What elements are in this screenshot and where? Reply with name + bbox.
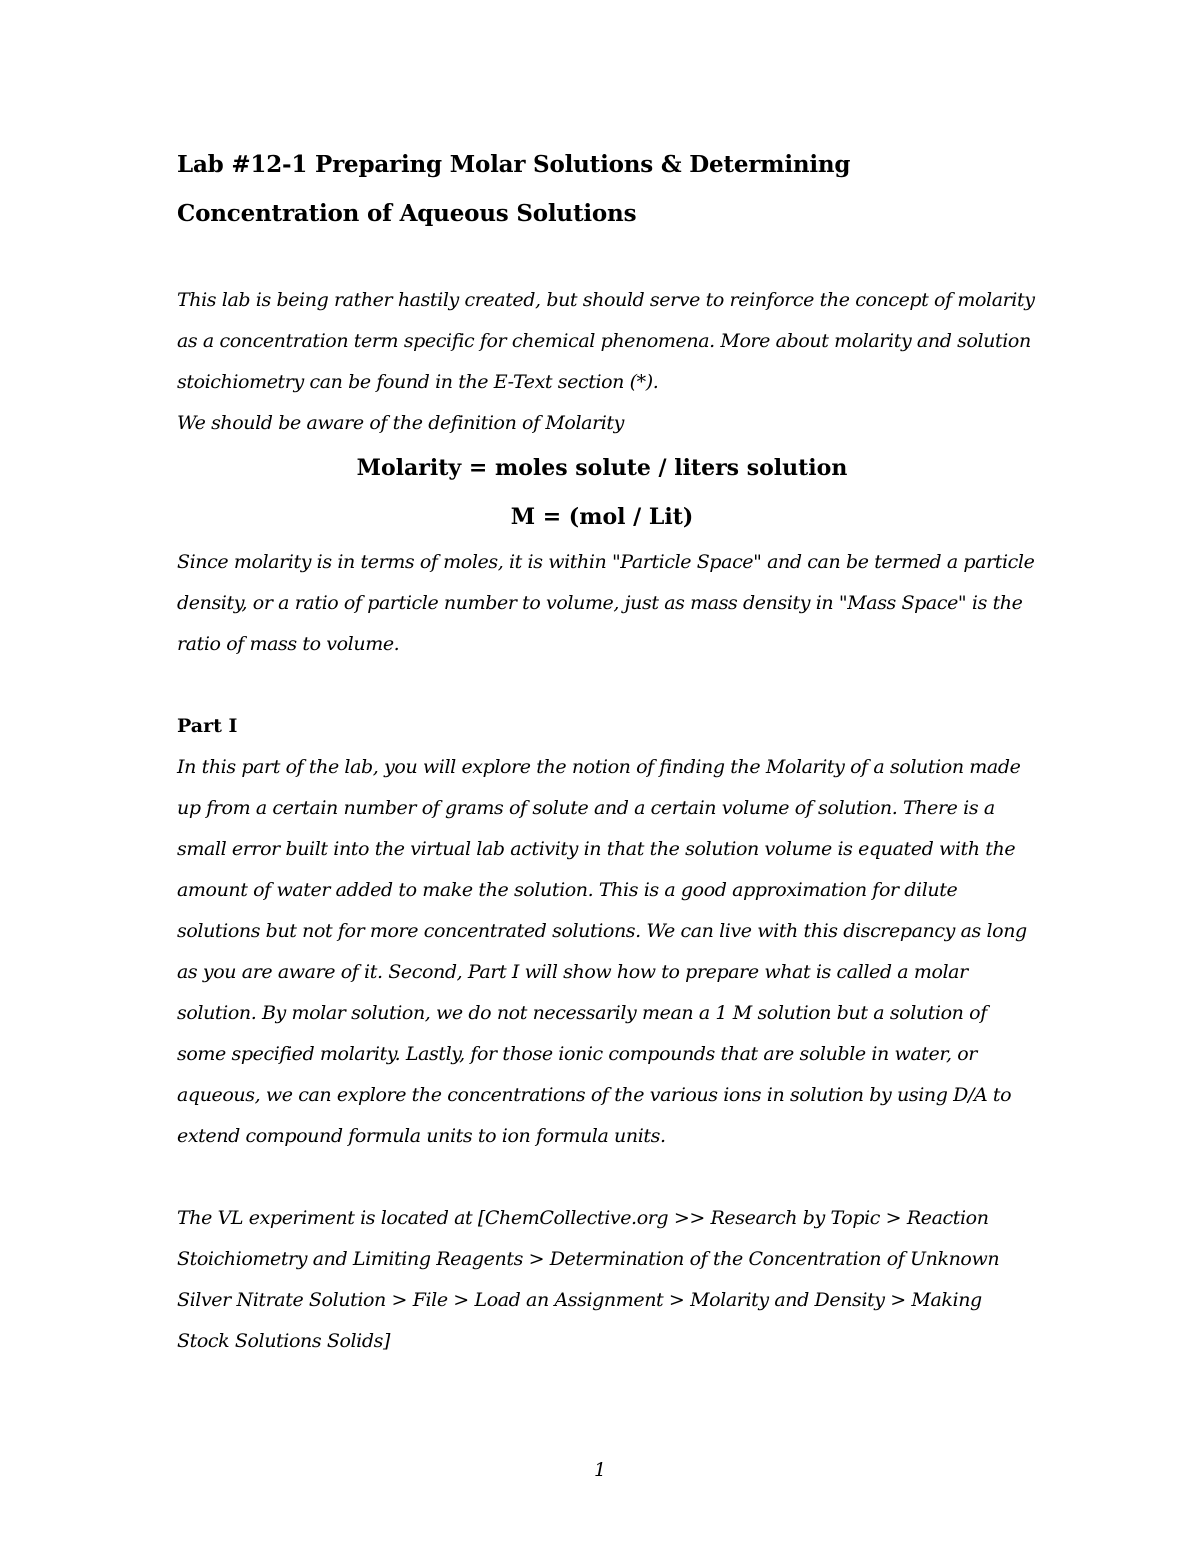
part-heading: Part I <box>177 715 238 737</box>
experiment-location-paragraph: The VL experiment is located at [ChemCollective.org >> Research by Topic > Reaction Stoichiometry and Limiting Reagents > Determination of the Concentration of Unknown Silver Nitrate Solution > File > Load an Assignment > Molarity and Density > Making Stock Solutions Solids] <box>177 1207 1000 1352</box>
definition-lead: We should be aware of the definition of Molarity <box>177 412 624 434</box>
document-page <box>177 140 1037 1362</box>
page-title: Lab #12-1 Preparing Molar Solutions & Determining Concentration of Aqueous Solutions <box>177 151 851 227</box>
particle-space-paragraph: Since molarity is in terms of moles, it is within "Particle Space" and can be termed a particle density, or a ratio of particle number to volume, just as mass density in "Mass Space" is the ratio of mass to volume. <box>177 551 1035 655</box>
intro-section <box>177 280 1037 444</box>
part-body-paragraph: In this part of the lab, you will explore the notion of finding the Molarity of a solution made up from a certain number of grams of solute and a certain volume of solution. There is a small error built into the virtual lab activity in that the solution volume is equated with the amount of water added to make the solution. This is a good approximation for dilute solutions but not for more concentrated solutions. We can live with this discrepancy as long as you are aware of it. Second, Part I will show how to prepare what is called a molar solution. By molar solution, we do not necessarily mean a 1 M solution but a solution of some specified molarity. Lastly, for those ionic compounds that are soluble in water, or aqueous, we can explore the concentrations of the various ions in solution by using D/A to extend compound formula units to ion formula units. <box>177 756 1027 1147</box>
intro-paragraph: This lab is being rather hastily created, but should serve to reinforce the concept of molarity as a concentration term specific for chemical phenomena. More about molarity and solution stoichiometry can be found in the E-Text section (*). <box>177 289 1035 393</box>
molarity-short-formula: M = (mol / Lit) <box>510 504 694 530</box>
page-number: 1 <box>593 1459 607 1481</box>
molarity-formula: Molarity = moles solute / liters solution <box>356 455 848 481</box>
